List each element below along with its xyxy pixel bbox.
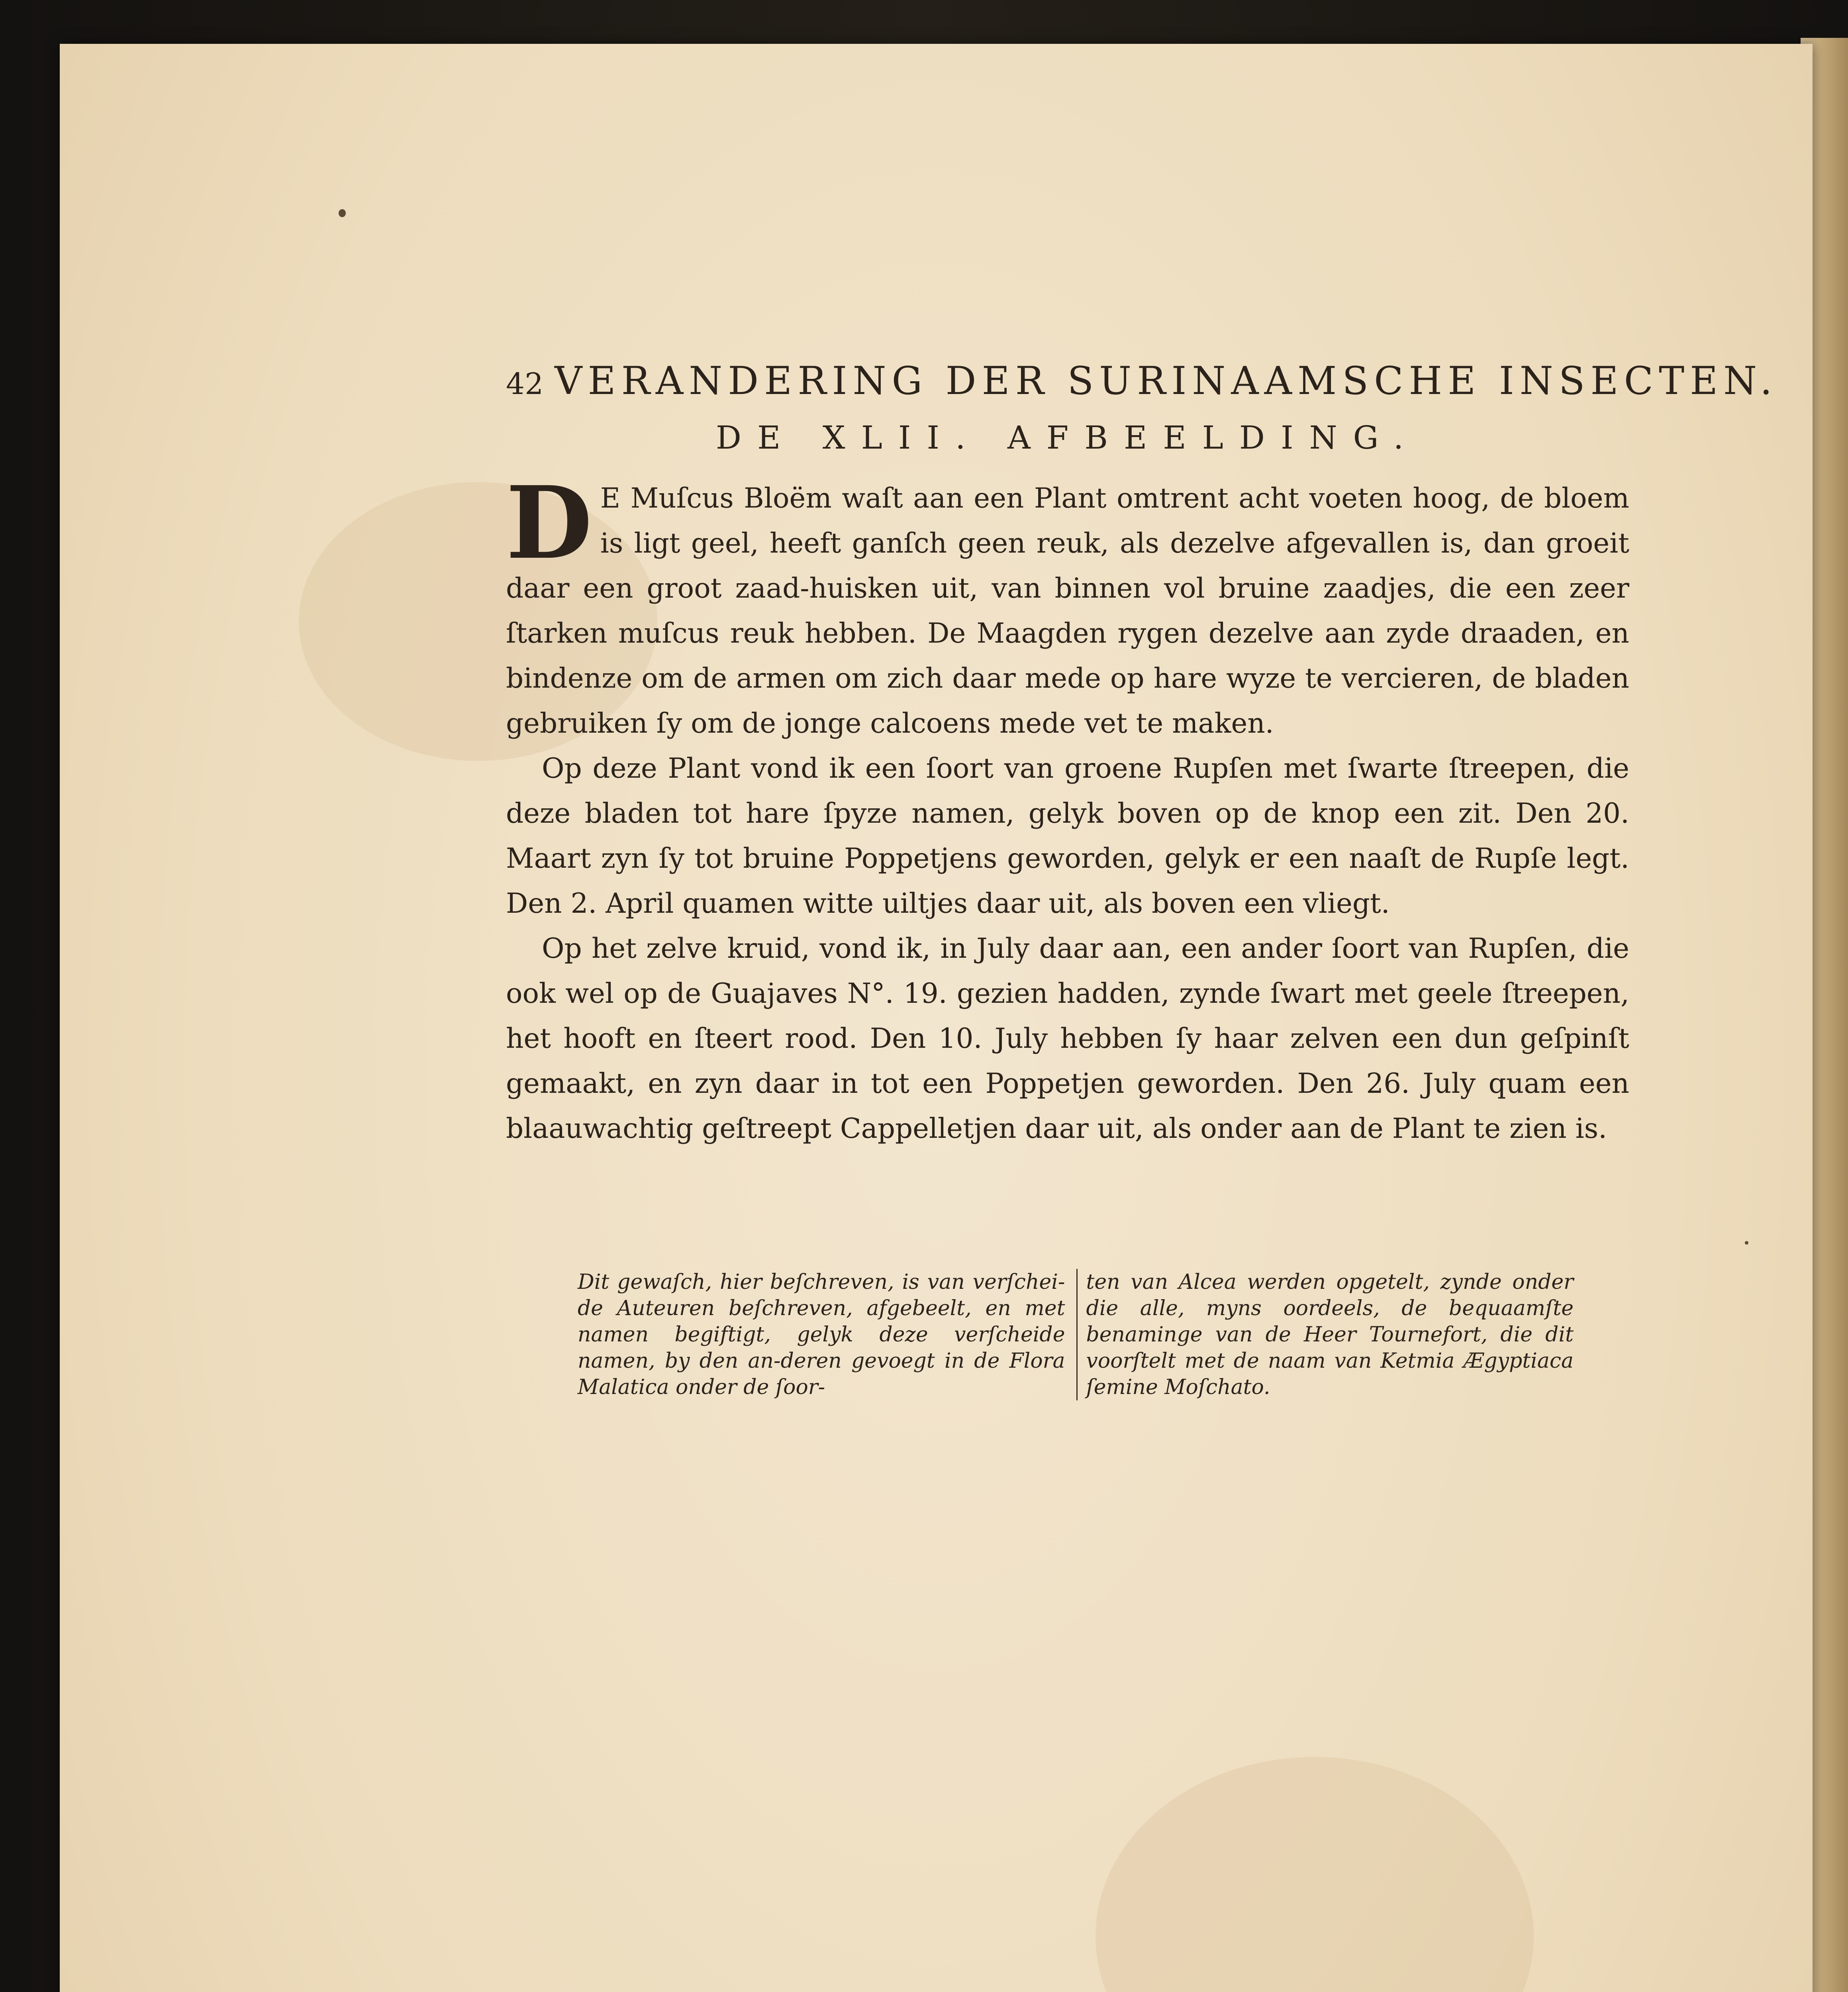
running-header xyxy=(506,359,1778,403)
paragraph-2: Op deze Plant vond ik een ſoort van groene Rupſen met ſwarte ſtreepen, die deze bladen tot hare ſpyze namen, gelyk boven op de knop een zit. Den 20. Maart zyn ſy tot bruine Poppetjens geworden, gelyk er een naaſt de Rupſe legt. Den 2. April quamen witte uiltjes daar uit, als boven een vliegt. xyxy=(506,753,1629,920)
main-text-block xyxy=(506,359,1778,1151)
paragraph-1 xyxy=(506,464,1629,746)
footnote-block xyxy=(578,1269,1574,1400)
drop-cap: D xyxy=(506,464,592,581)
page-number: 42 xyxy=(506,367,544,401)
paper-speck xyxy=(339,209,346,217)
section-title: DE XLII. AFBEELDING. xyxy=(715,419,1420,456)
paper-stain xyxy=(1095,1757,1534,1992)
footnote-right-column: ten van Alcea werden opgetelt, zynde onder die alle, myns oordeels, de bequaamſte benaminge van de Heer Tournefort, die dit voorſtelt met de naam van Ketmia Ægyptiaca ſemine Moſchato. xyxy=(1086,1270,1574,1399)
paragraph-1-text: E Muſcus Bloëm waſt aan een Plant omtrent acht voeten hoog, de bloem is ligt geel, heeft ganſch geen reuk, als dezelve afgevallen is, dan groeit daar een groot zaad-huisken uit, van binnen vol bruine zaadjes, die een zeer ſtarken muſcus reuk hebben. De Maagden rygen dezelve aan zyde draaden, en bindenze om de armen om zich daar mede op hare wyze te vercieren, de bladen gebruiken ſy om de jonge calcoens mede vet te maken. xyxy=(506,482,1629,739)
paragraph-3: Op het zelve kruid, vond ik, in July daar aan, een ander ſoort van Rupſen, die ook wel op de Guajaves N°. 19. gezien hadden, zynde ſwart met geele ſtreepen, het hooft en ſteert rood. Den 10. July hebben ſy haar zelven een dun geſpinſt gemaakt, en zyn daar in tot een Poppetjen geworden. Den 26. July quam een blaauwachtig geſtreept Cappelletjen daar uit, als onder aan de Plant te zien is. xyxy=(506,933,1629,1145)
footnote-left-column: Dit gewaſch, hier beſchreven, is van verſchei-de Auteuren beſchreven, afgebeelt, en met namen begiftigt, gelyk deze verſcheide namen, by den an-deren gevoegt in de Flora Malatica onder de ſoor- xyxy=(578,1269,1078,1400)
paper-speck xyxy=(1745,1241,1748,1245)
running-title: VERANDERING DER SURINAAMSCHE INSECTEN. xyxy=(555,359,1778,403)
